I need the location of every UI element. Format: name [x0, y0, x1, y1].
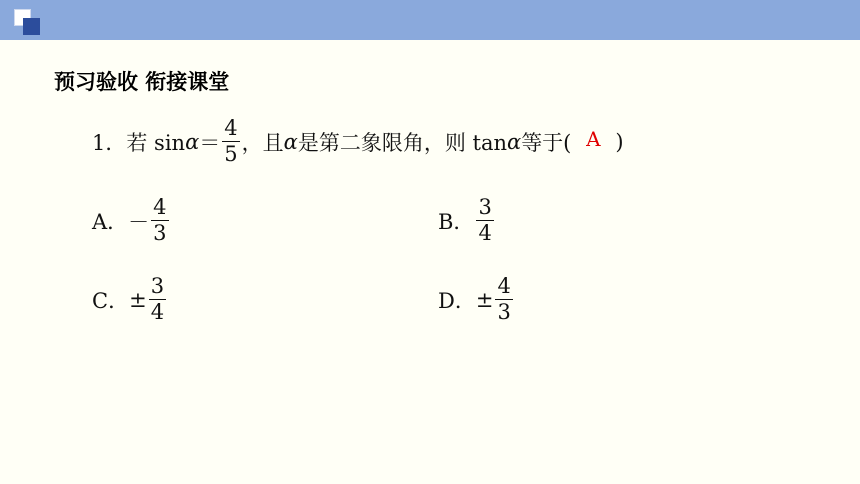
option-d-numerator: 4	[497, 274, 511, 298]
option-d-denominator: 3	[497, 300, 511, 324]
option-c-numerator: 3	[150, 274, 165, 298]
option-a-label: A．	[92, 209, 129, 234]
question-line	[92, 118, 624, 165]
fraction	[222, 118, 239, 165]
fraction-numerator: 4	[224, 116, 238, 140]
option-b-numerator: 3	[478, 195, 492, 219]
option-a-denominator: 3	[153, 221, 167, 245]
close-paren: )	[615, 129, 624, 154]
option-a	[92, 197, 171, 244]
alpha-symbol: α	[507, 129, 522, 154]
option-d-label: D．	[438, 288, 476, 313]
question-text-end: 等于(	[521, 130, 572, 155]
option-b-fraction	[476, 197, 493, 244]
option-a-sign: －	[128, 209, 150, 234]
option-c-label: C．	[92, 288, 130, 313]
option-b-denominator: 4	[478, 221, 492, 245]
option-d-fraction	[495, 276, 512, 323]
two-squares-logo-icon	[14, 9, 42, 35]
option-b-label: B．	[438, 209, 475, 234]
option-d-sign: ±	[475, 287, 494, 312]
equals-sign: ＝	[199, 130, 221, 155]
question-text-mid: ，且	[241, 130, 284, 155]
option-d	[438, 276, 515, 323]
question-number: 1．	[92, 130, 127, 155]
fraction-denominator: 5	[224, 142, 238, 166]
question-text-ruo: 若 sin	[126, 130, 186, 155]
option-c-sign: ±	[129, 287, 147, 312]
option-b	[438, 197, 496, 244]
answer-text: A	[586, 126, 601, 151]
header-bar	[0, 0, 860, 40]
question-text-quadrant: 是第二象限角，则 tan	[297, 130, 507, 155]
alpha-symbol: α	[185, 129, 200, 154]
option-c-fraction	[149, 276, 166, 323]
alpha-symbol: α	[283, 129, 298, 154]
section-title: 预习验收 衔接课堂	[54, 70, 230, 94]
option-a-numerator: 4	[153, 195, 167, 219]
option-c-denominator: 4	[150, 300, 165, 324]
option-c	[92, 276, 168, 323]
option-a-fraction	[151, 197, 168, 244]
